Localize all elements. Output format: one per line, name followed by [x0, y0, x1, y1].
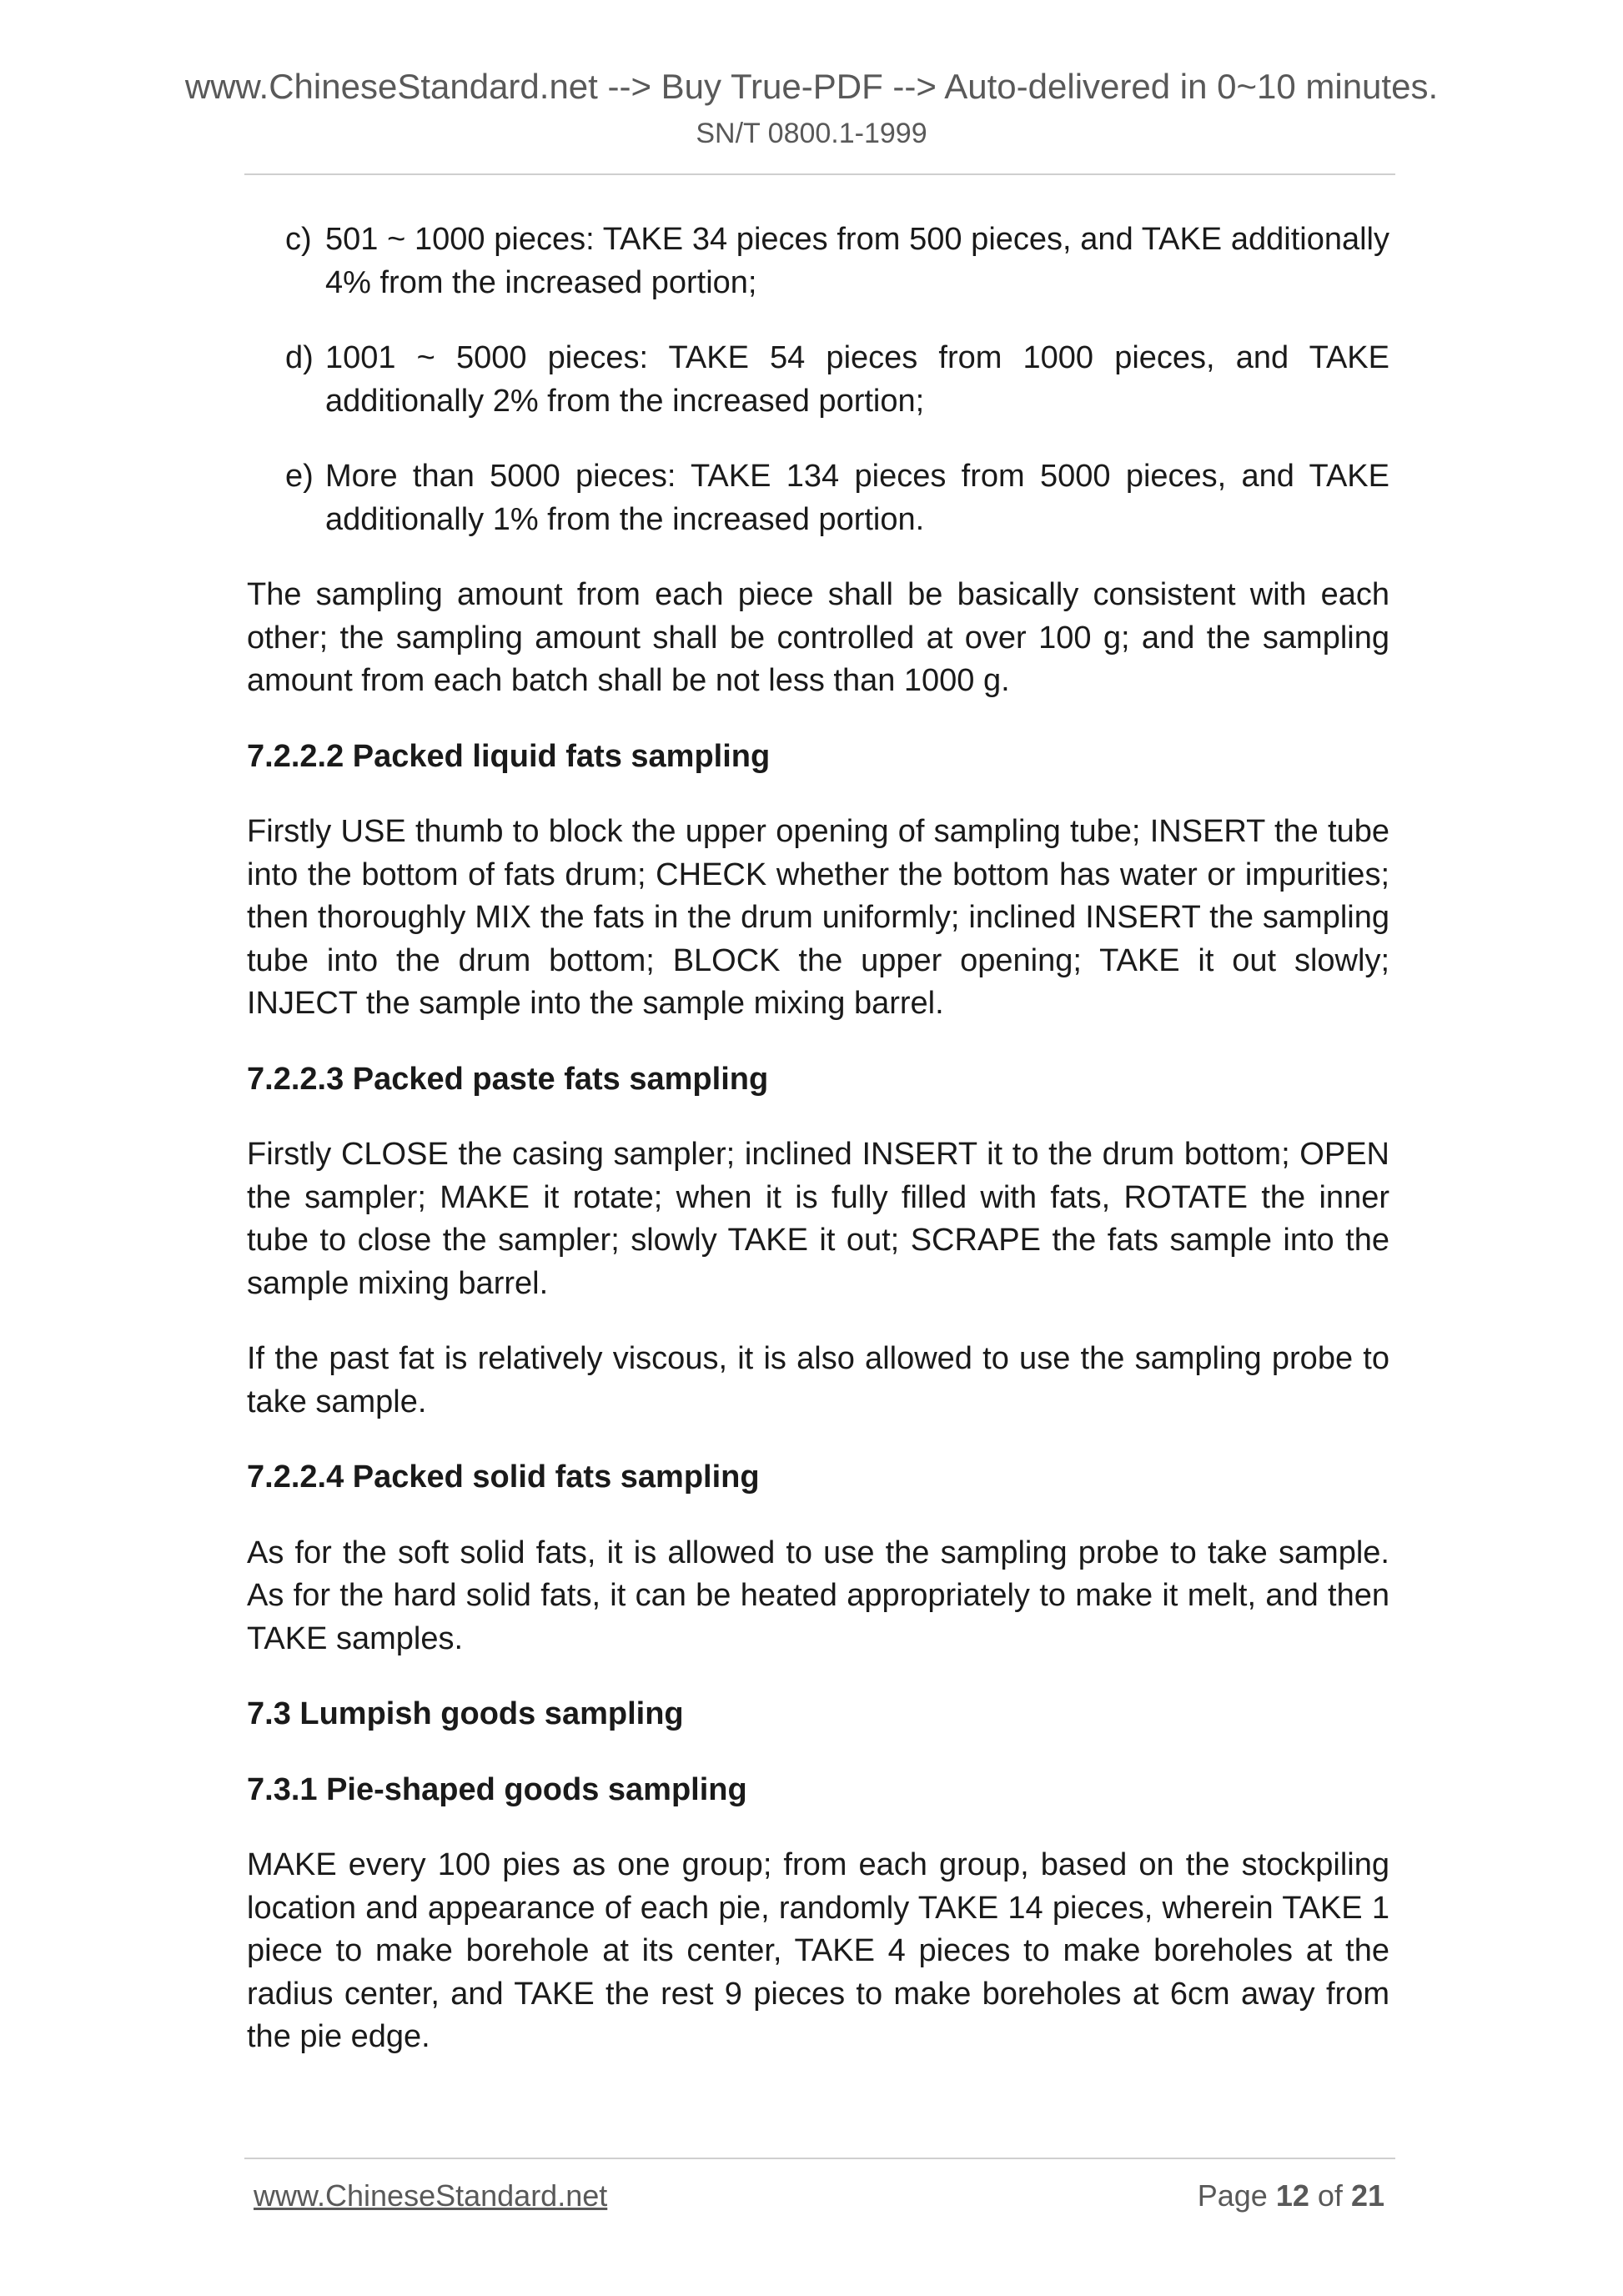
paragraph-7-2-2-4: As for the soft solid fats, it is allowed to use the sampling probe to take sample. As for the hard solid fats, it can be heated appropriately to make it melt, and then TAKE samples.	[247, 1535, 1389, 1656]
list-marker-c: c)	[285, 222, 312, 257]
list-text-d: 1001 ~ 5000 pieces: TAKE 54 pieces from 1000 pieces, and TAKE additionally 2% from the increased portion;	[325, 340, 1389, 419]
heading-7-3-1: 7.3.1 Pie-shaped goods sampling	[247, 1771, 747, 1807]
list-marker-d: d)	[285, 340, 314, 375]
heading-7-2-2-2: 7.2.2.2 Packed liquid fats sampling	[247, 738, 771, 774]
paragraph-7-2-2-2: Firstly USE thumb to block the upper opening of sampling tube; INSERT the tube into the bottom of fats drum; CHECK whether the bottom has water or impurities; then thoroughly MIX the fats in the drum uniformly; inclined INSERT the sampling tube into the drum bottom; BLOCK the upper opening; TAKE it out slowly; INJECT the sample into the sample mixing barrel.	[247, 814, 1389, 1021]
paragraph-7-2-2-3-b: If the past fat is relatively viscous, it is also allowed to use the sampling probe to take sample.	[247, 1341, 1389, 1419]
heading-7-2-2-3: 7.2.2.3 Packed paste fats sampling	[247, 1061, 769, 1097]
paragraph-7-2-2-3-a: Firstly CLOSE the casing sampler; inclined INSERT it to the drum bottom; OPEN the sampler; MAKE it rotate; when it is fully filled with fats, ROTATE the inner tube to close the sampler; slowly TAKE it out; SCRAPE the fats sample into the sample mixing barrel.	[247, 1137, 1389, 1301]
header-banner: www.ChineseStandard.net --> Buy True-PDF --> Auto-delivered in 0~10 minutes.	[184, 67, 1439, 106]
page-of: of	[1317, 2178, 1343, 2213]
page-footer	[247, 2175, 1384, 2217]
document-body	[247, 219, 1389, 2092]
page-current: 12	[1275, 2178, 1309, 2213]
list-item-d	[247, 337, 1389, 423]
heading-7-2-2-4: 7.2.2.4 Packed solid fats sampling	[247, 1459, 760, 1495]
list-item-e	[247, 455, 1389, 541]
page-total: 21	[1350, 2178, 1384, 2213]
header-divider	[244, 173, 1395, 175]
footer-divider	[244, 2158, 1395, 2159]
heading-7-3: 7.3 Lumpish goods sampling	[247, 1696, 684, 1731]
list-item-c	[247, 219, 1389, 304]
page-word: Page	[1197, 2178, 1268, 2213]
page-header	[0, 65, 1623, 152]
footer-site-link[interactable]: www.ChineseStandard.net	[254, 2178, 608, 2213]
list-text-c: 501 ~ 1000 pieces: TAKE 34 pieces from 500 pieces, and TAKE additionally 4% from the increased portion;	[325, 222, 1389, 300]
list-text-e: More than 5000 pieces: TAKE 134 pieces from 5000 pieces, and TAKE additionally 1% from the increased portion.	[325, 459, 1389, 537]
standard-code: SN/T 0800.1-1999	[696, 118, 927, 149]
page-number	[1198, 2175, 1384, 2217]
list-marker-e: e)	[285, 459, 314, 494]
paragraph-sampling-amount: The sampling amount from each piece shall be basically consistent with each other; the sampling amount shall be controlled at over 100 g; and the sampling amount from each batch shall be not less than 1000 g.	[247, 577, 1389, 698]
paragraph-7-3-1: MAKE every 100 pies as one group; from each group, based on the stockpiling location and appearance of each pie, randomly TAKE 14 pieces, wherein TAKE 1 piece to make borehole at its center, TAKE 4 pieces to make boreholes at the radius center, and TAKE the rest 9 pieces to make boreholes at 6cm away from the pie edge.	[247, 1847, 1389, 2054]
